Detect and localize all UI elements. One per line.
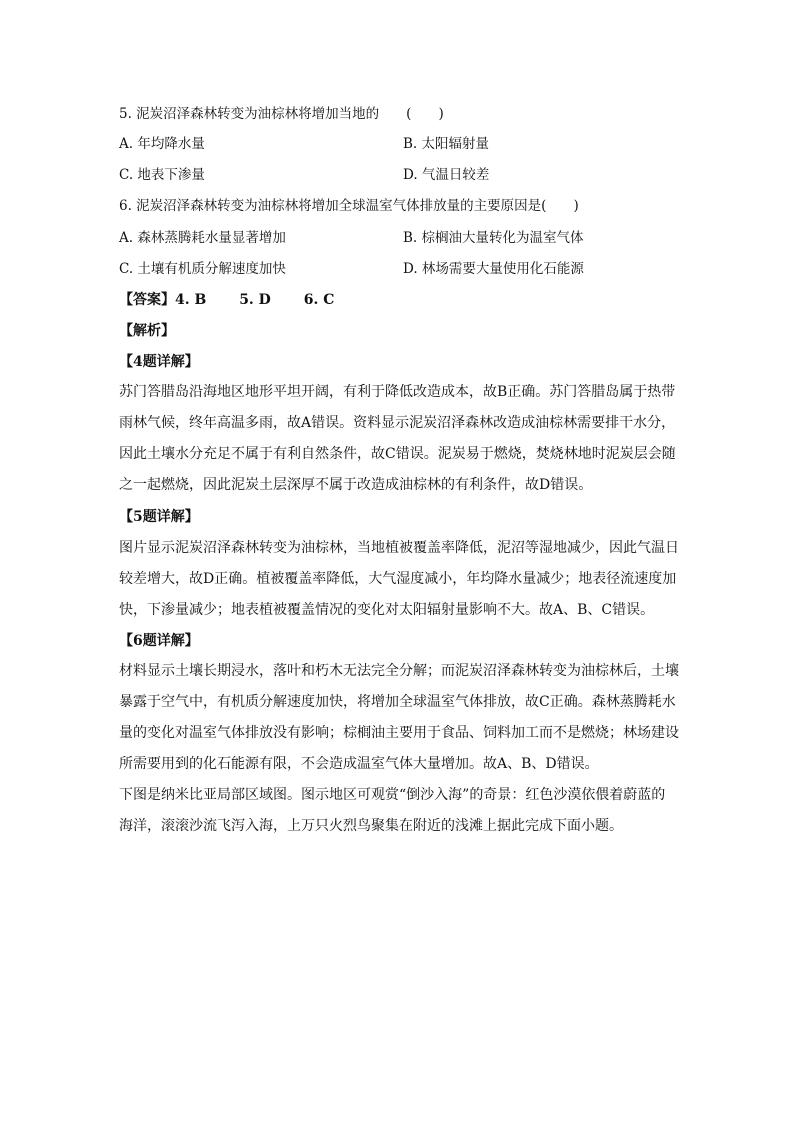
detail-5-text (119, 533, 679, 626)
detail-4-text (119, 377, 679, 501)
text-line: 较差增大，故D正确。植被覆盖率降低，大气湿度减小，年均降水量减少；地表径流速度加 (119, 571, 677, 587)
text-line: 材料显示土壤长期浸水，落叶和朽木无法完全分解；而泥炭沼泽森林转变为油棕林后，土壤 (119, 663, 679, 679)
q6-option-d: D. 林场需要大量使用化石能源 (403, 261, 584, 277)
detail-6-heading: 【6题详解】 (119, 633, 199, 649)
text-line: 快，下渗量减少；地表植被覆盖情况的变化对太阳辐射量影响不大。故A、B、C错误。 (119, 602, 655, 618)
q6-option-c: C. 土壤有机质分解速度加快 (119, 261, 286, 277)
text-line: 所需要用到的化石能源有限，不会造成温室气体大量增加。故A、B、D错误。 (119, 756, 599, 772)
q5-option-a: A. 年均降水量 (119, 136, 205, 152)
text-line: 因此土壤水分充足不属于有利自然条件，故C错误。泥炭易于燃烧，焚烧林地时泥炭层会随 (119, 446, 676, 462)
text-line: 苏门答腊岛沿海地区地形平坦开阔，有利于降低改造成本，故B正确。苏门答腊岛属于热带 (119, 384, 676, 400)
text-line: 量的变化对温室气体排放没有影响；棕榈油主要用于食品、饲料加工而不是燃烧；林场建设 (119, 725, 679, 741)
q5-option-d: D. 气温日较差 (403, 167, 490, 183)
q5-option-b: B. 太阳辐射量 (403, 136, 490, 152)
text-line: 图片显示泥炭沼泽森林转变为油棕林，当地植被覆盖率降低，泥沼等湿地减少，因此气温日 (119, 540, 679, 556)
text-line: 雨林气候，终年高温多雨，故A错误。资料显示泥炭沼泽森林改造成油棕林需要排干水分， (119, 415, 676, 431)
question-6-stem: 6. 泥炭沼泽森林转变为油棕林将增加全球温室气体排放量的主要原因是( ) (119, 198, 579, 214)
detail-6-text (119, 656, 679, 780)
detail-4-heading: 【4题详解】 (119, 354, 199, 370)
q6-option-b: B. 棕榈油大量转化为温室气体 (403, 230, 584, 246)
q6-option-a: A. 森林蒸腾耗水量显著增加 (119, 230, 286, 246)
text-line: 下图是纳米比亚局部区域图。图示地区可观赏“倒沙入海”的奇景：红色沙漠依偎着蔚蓝的 (119, 787, 666, 803)
text-line: 之一起燃烧，因此泥炭土层深厚不属于改造成油棕林的有利条件，故D错误。 (119, 477, 593, 493)
analysis-label: 【解析】 (119, 323, 175, 339)
q5-option-c: C. 地表下渗量 (119, 167, 205, 183)
question-5-stem: 5. 泥炭沼泽森林转变为油棕林将增加当地的 ( ) (119, 106, 444, 122)
detail-5-heading: 【5题详解】 (119, 509, 199, 525)
map-intro-text (119, 780, 679, 842)
text-line: 暴露于空气中，有机质分解速度加快，将增加全球温室气体排放，故C正确。森林蒸腾耗水 (119, 694, 676, 710)
text-line: 海洋，滚滚沙流飞泻入海，上万只火烈鸟聚集在附近的浅滩上据此完成下面小题。 (119, 818, 623, 834)
answer-line: 【答案】4. B 5. D 6. C (119, 292, 335, 308)
